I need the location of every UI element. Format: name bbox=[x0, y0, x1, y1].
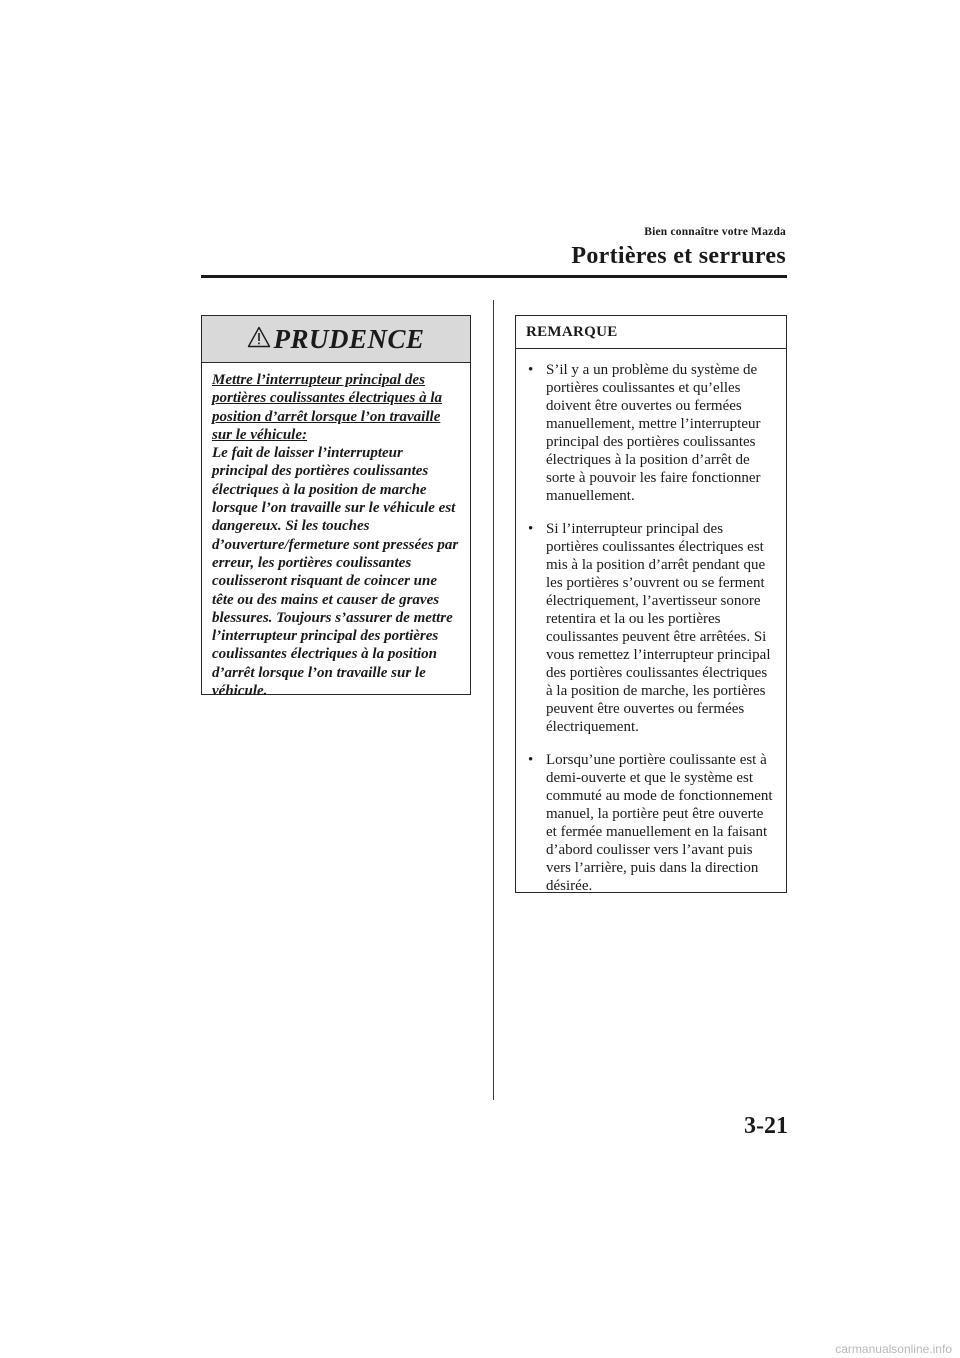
warning-triangle-icon bbox=[247, 326, 271, 348]
column-divider bbox=[493, 300, 494, 1100]
caution-title: PRUDENCE bbox=[273, 323, 425, 354]
caution-box bbox=[201, 315, 471, 700]
bullet-icon: • bbox=[528, 362, 534, 378]
note-item bbox=[526, 751, 776, 895]
caution-lead: Mettre l’interrupteur principal des portières coulissantes électriques à la position d’arrêt lorsque l’on travaille sur le véhicule: bbox=[212, 372, 442, 443]
note-item bbox=[526, 361, 776, 505]
note-item bbox=[526, 520, 776, 736]
note-item-text: S’il y a un problème du système de portières coulissantes et qu’elles doivent être ouvertes ou fermées manuellement, mettre l’interrupteur principal des portières coulissantes électriques à la position d’arrêt de sorte à pouvoir les faire fonctionner manuellement. bbox=[546, 362, 761, 504]
note-box bbox=[515, 315, 787, 893]
bullet-icon: • bbox=[528, 752, 534, 768]
caution-body bbox=[202, 363, 470, 700]
watermark: carmanualsonline.info bbox=[835, 1342, 952, 1356]
page-number: 3-21 bbox=[744, 1113, 788, 1139]
note-item-text: Si l’interrupteur principal des portières coulissantes électriques est mis à la position d’arrêt pendant que les portières s’ouvrent ou se ferment électriquement, l’avertisseur sonore retentira et la ou les portières coulissantes peuvent être arrêtées. Si vous remettez l’interrupteur principal des portières coulissantes électriques à la position de marche, les portières peuvent être ouvertes ou fermées électriquement. bbox=[546, 521, 771, 735]
note-title: REMARQUE bbox=[516, 316, 786, 349]
chapter-subtitle: Bien connaître votre Mazda bbox=[644, 226, 786, 238]
note-item-text: Lorsqu’une portière coulissante est à demi-ouverte et que le système est commuté au mode de fonctionnement manuel, la portière peut être ouverte et fermée manuellement en la faisant d’abord coulisser vers l’avant puis vers l’arrière, puis dans la direction désirée. bbox=[546, 752, 773, 894]
header-rule bbox=[201, 275, 787, 278]
section-title: Portières et serrures bbox=[571, 243, 786, 269]
bullet-icon: • bbox=[528, 521, 534, 537]
note-list bbox=[516, 349, 786, 895]
caution-header bbox=[202, 316, 470, 363]
caution-text: Le fait de laisser l’interrupteur principal des portières coulissantes électriques à la position de marche lorsque l’on travaille sur le véhicule est dangereux. Si les touches d’ouverture/fermeture sont pressées par erreur, les portières coulissantes coulisseront risquant de coincer une tête ou des mains et causer de graves blessures. Toujours s’assurer de mettre l’interrupteur principal des portières coulissantes électriques à la position d’arrêt lorsque l’on travaille sur le véhicule. bbox=[212, 445, 459, 700]
